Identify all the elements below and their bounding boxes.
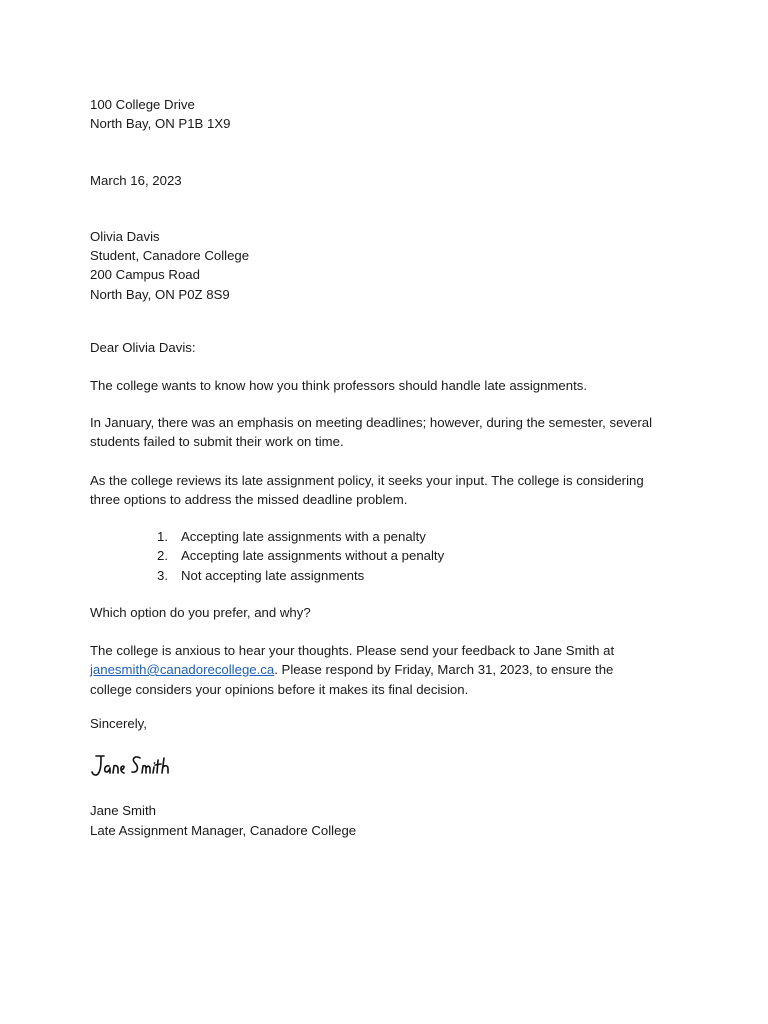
paragraph-deadlines-line1: In January, there was an emphasis on meeting deadlines; however, during the semester, several [90,415,653,430]
recipient-street: 200 Campus Road [90,267,200,282]
signer-title: Late Assignment Manager, Canadore College [90,823,357,838]
list-item-number: 2. [157,548,168,563]
email-link[interactable]: janesmith@canadorecollege.ca [90,662,275,677]
signer-name: Jane Smith [90,803,156,818]
paragraph-feedback-line2 [90,660,613,679]
recipient-city: North Bay, ON P0Z 8S9 [90,287,230,302]
recipient-name: Olivia Davis [90,229,160,244]
sender-street: 100 College Drive [90,97,195,112]
paragraph-deadlines-line2: students failed to submit their work on time. [90,434,344,449]
list-item-text: Accepting late assignments without a penalty [181,548,445,563]
list-item-text: Not accepting late assignments [181,568,365,583]
feedback-line2-text: . Please respond by Friday, March 31, 2023, to ensure the [274,662,614,677]
paragraph-policy-line2: three options to address the missed deadline problem. [90,492,408,507]
question-line: Which option do you prefer, and why? [90,605,311,620]
sender-city: North Bay, ON P1B 1X9 [90,116,231,131]
letter-date: March 16, 2023 [90,173,182,188]
list-item-number: 3. [157,568,168,583]
paragraph-intro: The college wants to know how you think professors should handle late assignments. [90,378,588,393]
closing: Sincerely, [90,716,147,731]
salutation: Dear Olivia Davis: [90,340,196,355]
list-item-text: Accepting late assignments with a penalty [181,529,426,544]
recipient-role: Student, Canadore College [90,248,250,263]
paragraph-feedback-line1: The college is anxious to hear your thoughts. Please send your feedback to Jane Smith at [90,643,615,658]
list-item-number: 1. [157,529,168,544]
paragraph-feedback-line3: college considers your opinions before it makes its final decision. [90,682,469,697]
signature-image [90,750,190,780]
paragraph-policy-line1: As the college reviews its late assignment policy, it seeks your input. The college is considering [90,473,644,488]
